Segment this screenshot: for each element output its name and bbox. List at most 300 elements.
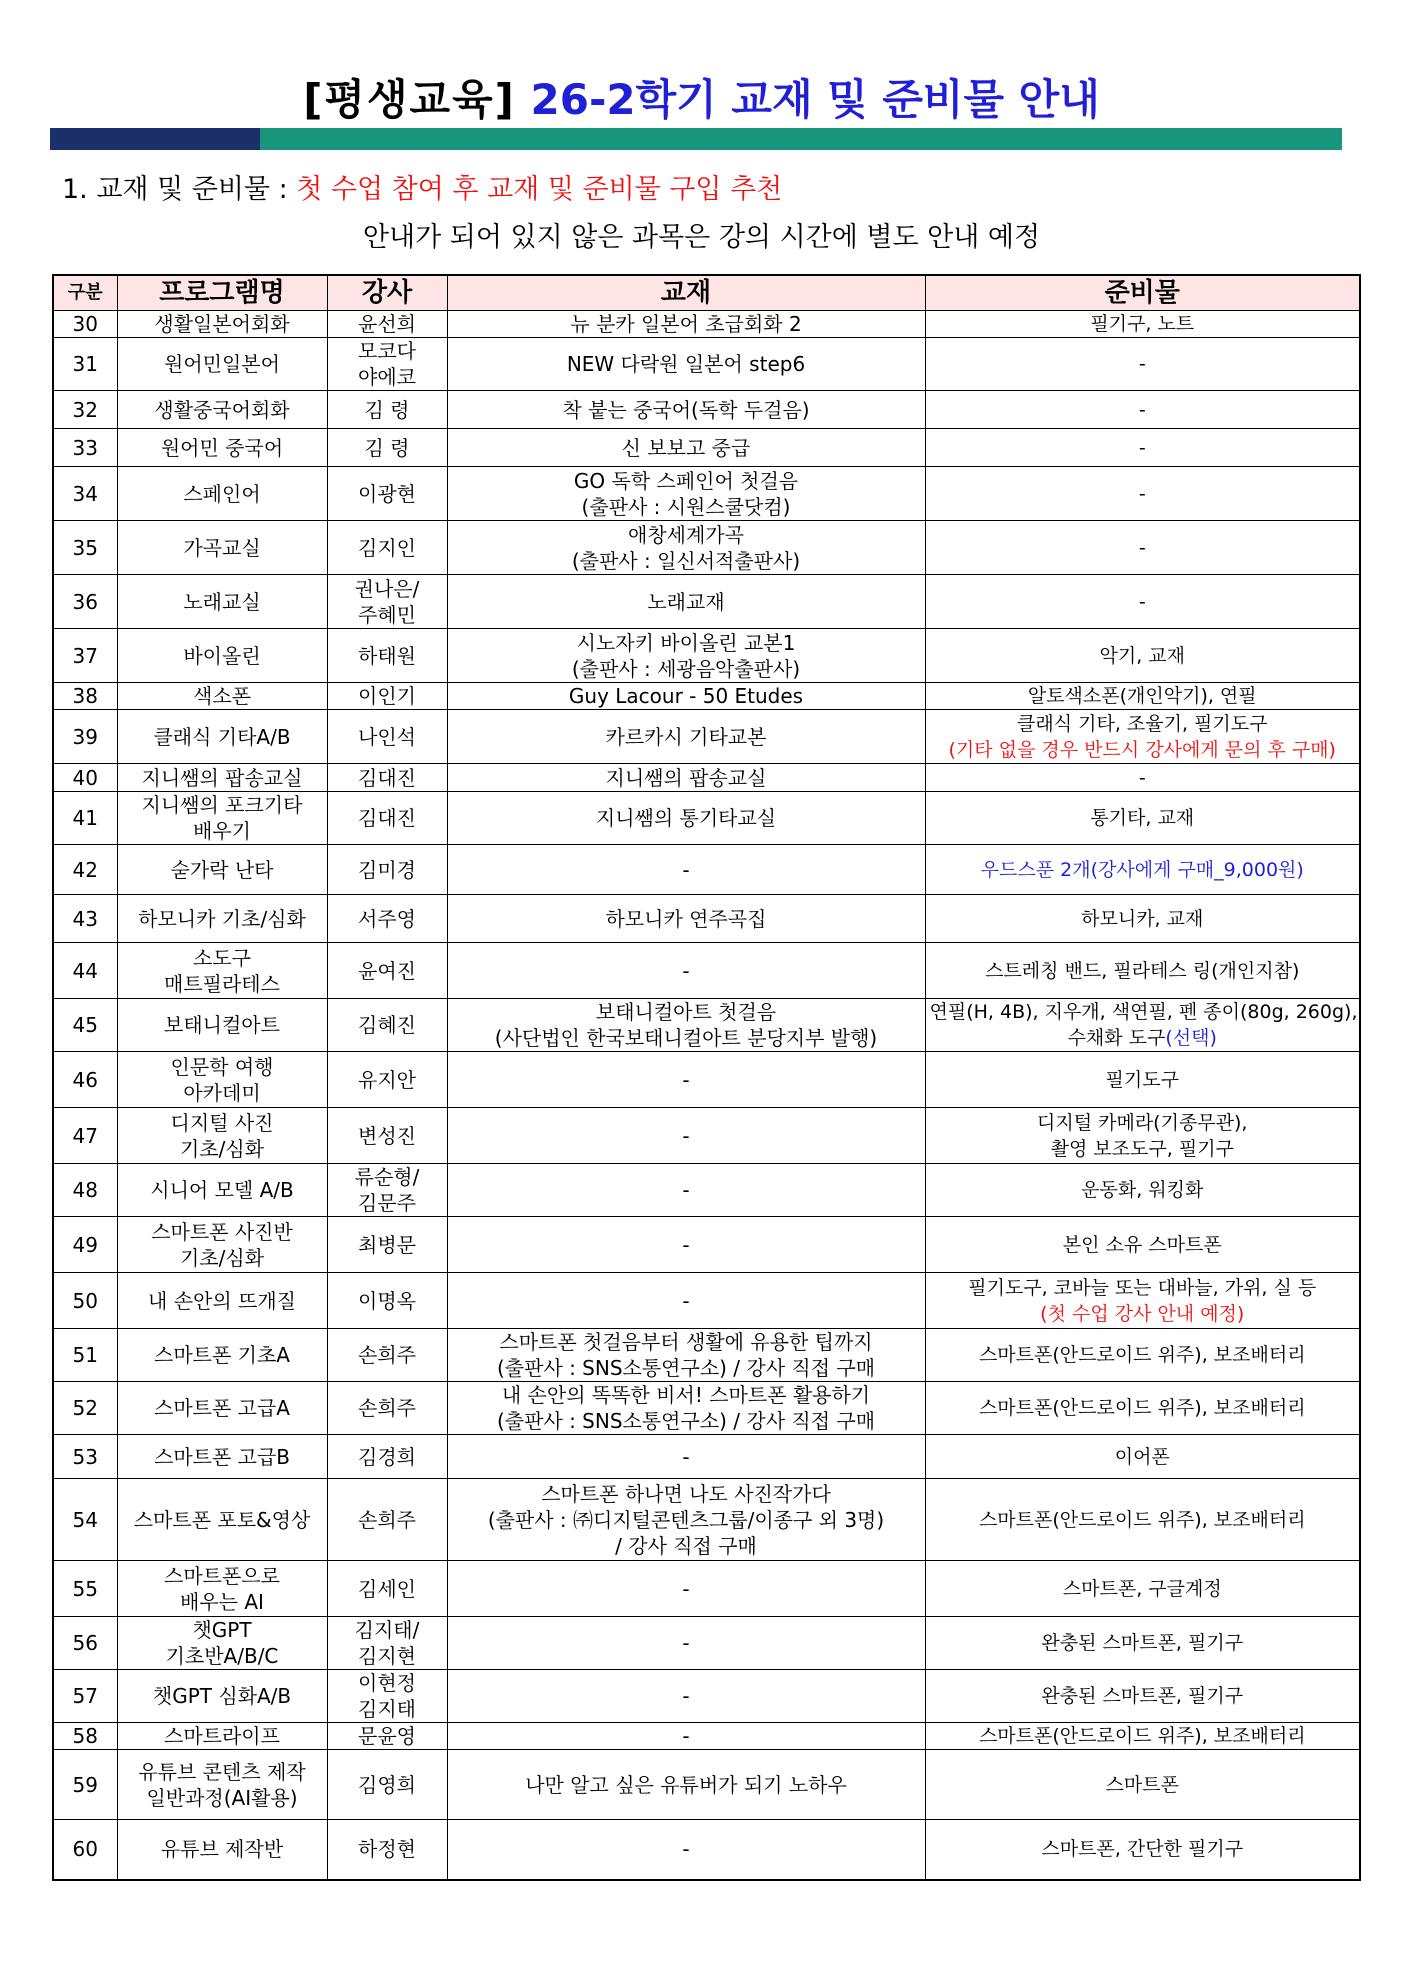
cell-line: 지니쌤의 팝송교실: [605, 765, 767, 790]
cell-line: 하모니카 연주곡집: [605, 906, 767, 931]
materials-line: [930, 311, 1356, 337]
materials-line: [930, 737, 1356, 763]
section-heading-label: 1. 교재 및 준비물 :: [62, 174, 297, 205]
materials-text: 클래식 기타, 조율기, 필기도구: [1017, 712, 1268, 735]
cell-materials: [925, 1820, 1360, 1880]
table-row: [53, 764, 1360, 792]
header-program: 프로그램명: [117, 275, 327, 311]
cell-textbook: [447, 338, 925, 391]
materials-text: 스마트폰: [1105, 1773, 1179, 1796]
cell-textbook: [447, 1273, 925, 1329]
cell-line: (출판사 : 시원스쿨닷컴): [581, 494, 791, 519]
cell-program: [117, 467, 327, 521]
cell-line: 일반과정(AI활용): [146, 1785, 298, 1810]
cell-program: [117, 999, 327, 1052]
cell-line: (출판사 : SNS소통연구소) / 강사 직접 구매: [496, 1409, 876, 1433]
materials-text: 스마트폰(안드로이드 위주), 보조배터리: [978, 1397, 1306, 1419]
table-row: [53, 710, 1360, 764]
cell-program: [117, 311, 327, 338]
materials-text: 스트레칭 밴드, 필라테스 링(개인지참): [985, 959, 1300, 982]
cell-line: -: [682, 1837, 690, 1862]
table-row: [53, 792, 1360, 845]
cell-instructor: [327, 1052, 447, 1108]
materials-line: [930, 683, 1356, 709]
table-row: [53, 683, 1360, 710]
cell-textbook: [447, 1820, 925, 1880]
cell-line: 김지인: [358, 535, 416, 560]
title-prefix: [평생교육]: [303, 75, 516, 124]
cell-program: [117, 1750, 327, 1820]
cell-line: 매트필라테스: [164, 971, 280, 996]
cell-materials: [925, 1217, 1360, 1273]
cell-line: 스마트폰 첫걸음부터 생활에 유용한 팁까지: [499, 1330, 873, 1354]
cell-number: 35: [53, 521, 117, 575]
cell-program: [117, 429, 327, 467]
cell-line: -: [682, 1123, 690, 1148]
cell-materials: [925, 1164, 1360, 1217]
cell-line: 시니어 모델 A/B: [150, 1178, 294, 1202]
cell-instructor: [327, 311, 447, 338]
cell-line: 하정현: [358, 1837, 416, 1862]
table-row: [53, 1820, 1360, 1880]
materials-line: [930, 1683, 1356, 1709]
cell-line: 기초/심화: [179, 1136, 265, 1161]
materials-text: 필기도구, 코바늘 또는 대바늘, 가위, 실 등: [968, 1276, 1317, 1299]
cell-line: 김미경: [358, 857, 416, 882]
cell-instructor: [327, 1329, 447, 1382]
cell-line: 디지털 사진: [170, 1110, 274, 1135]
cell-line: 애창세계가곡: [628, 522, 744, 547]
cell-line: 야에코: [358, 365, 416, 389]
materials-text: 통기타, 교재: [1090, 807, 1195, 829]
materials-line: [930, 481, 1356, 507]
materials-text: 이어폰: [1114, 1445, 1170, 1468]
table-row: [53, 943, 1360, 999]
cell-program: [117, 792, 327, 845]
cell-program: [117, 1217, 327, 1273]
cell-number: 57: [53, 1670, 117, 1723]
cell-number: 53: [53, 1435, 117, 1479]
materials-line: [930, 765, 1356, 791]
materials-line: [930, 999, 1356, 1025]
materials-line: [930, 1630, 1356, 1656]
materials-line: [930, 1342, 1356, 1368]
cell-line: 손희주: [358, 1507, 416, 1532]
materials-line: [930, 1576, 1356, 1602]
cell-line: 인문학 여행: [170, 1054, 274, 1079]
table-row: [53, 521, 1360, 575]
materials-line: [930, 1723, 1356, 1749]
materials-line: [930, 1395, 1356, 1421]
materials-line: [930, 1067, 1356, 1093]
materials-text: 스마트폰(안드로이드 위주), 보조배터리: [978, 1344, 1306, 1366]
materials-line: [930, 1507, 1356, 1533]
cell-instructor: [327, 391, 447, 429]
cell-program: [117, 1108, 327, 1164]
cell-materials: [925, 629, 1360, 683]
materials-line: [930, 1136, 1356, 1162]
table-row: [53, 467, 1360, 521]
cell-line: GO 독학 스페인어 첫걸음: [573, 468, 799, 493]
cell-textbook: [447, 521, 925, 575]
materials-text: 필기도구: [1105, 1068, 1179, 1091]
cell-instructor: [327, 1561, 447, 1617]
cell-line: NEW 다락원 일본어 step6: [566, 352, 806, 376]
cell-line: 김지현: [358, 1644, 416, 1668]
cell-textbook: [447, 943, 925, 999]
cell-materials: [925, 575, 1360, 629]
materials-line: [930, 435, 1356, 461]
section-heading: [62, 170, 782, 210]
materials-text: 스마트폰, 구글계정: [1062, 1577, 1222, 1600]
cell-line: 클래식 기타A/B: [153, 724, 291, 749]
cell-number: 55: [53, 1561, 117, 1617]
table-row: [53, 1435, 1360, 1479]
cell-line: -: [682, 1724, 690, 1748]
table-body: [53, 311, 1360, 1880]
table-row: [53, 391, 1360, 429]
cell-number: 36: [53, 575, 117, 629]
cell-materials: [925, 1670, 1360, 1723]
cell-program: [117, 521, 327, 575]
cell-line: 김경희: [358, 1444, 416, 1469]
cell-line: 노래교실: [183, 589, 261, 614]
cell-program: [117, 1052, 327, 1108]
cell-line: 원어민일본어: [164, 352, 280, 376]
cell-line: 김영희: [358, 1772, 416, 1797]
cell-instructor: [327, 521, 447, 575]
cell-line: 지니쌤의 포크기타: [141, 793, 303, 817]
cell-textbook: [447, 1164, 925, 1217]
cell-program: [117, 710, 327, 764]
materials-text: 촬영 보조도구, 필기구: [1050, 1137, 1234, 1160]
materials-table: [52, 274, 1361, 1881]
cell-line: 스페인어: [183, 481, 261, 506]
cell-line: 스마트폰 기초A: [154, 1343, 290, 1367]
cell-program: [117, 629, 327, 683]
cell-program: [117, 683, 327, 710]
table-row: [53, 429, 1360, 467]
materials-text: -: [1138, 536, 1146, 559]
cell-number: 43: [53, 895, 117, 943]
table-row: [53, 845, 1360, 895]
table-row: [53, 1273, 1360, 1329]
cell-instructor: [327, 338, 447, 391]
cell-number: 51: [53, 1329, 117, 1382]
cell-number: 44: [53, 943, 117, 999]
cell-line: 카르카시 기타교본: [605, 724, 767, 749]
cell-line: -: [682, 1288, 690, 1313]
materials-line: [930, 906, 1356, 932]
cell-program: [117, 845, 327, 895]
cell-textbook: [447, 999, 925, 1052]
materials-text: 스마트폰(안드로이드 위주), 보조배터리: [978, 1725, 1306, 1747]
cell-line: 시노자키 바이올린 교본1: [576, 630, 796, 655]
cell-line: 지니쌤의 통기타교실: [595, 806, 777, 830]
cell-textbook: [447, 629, 925, 683]
cell-line: 스마트폰 고급A: [154, 1396, 290, 1420]
cell-line: 김지태: [358, 1697, 416, 1721]
table-row: [53, 338, 1360, 391]
cell-number: 37: [53, 629, 117, 683]
cell-number: 41: [53, 792, 117, 845]
cell-instructor: [327, 629, 447, 683]
cell-line: 서주영: [358, 906, 416, 931]
cell-materials: [925, 1750, 1360, 1820]
table-row: [53, 1382, 1360, 1435]
cell-number: 48: [53, 1164, 117, 1217]
cell-textbook: [447, 1217, 925, 1273]
section-subnote: 안내가 되어 있지 않은 과목은 강의 시간에 별도 안내 예정: [362, 222, 1041, 253]
cell-materials: [925, 1382, 1360, 1435]
cell-number: 42: [53, 845, 117, 895]
cell-textbook: [447, 1723, 925, 1750]
cell-instructor: [327, 943, 447, 999]
cell-line: 스마트폰 하나면 나도 사진작가다: [541, 1481, 831, 1506]
cell-number: 39: [53, 710, 117, 764]
cell-textbook: [447, 1435, 925, 1479]
table-row: [53, 629, 1360, 683]
cell-line: -: [682, 1178, 690, 1202]
cell-materials: [925, 311, 1360, 338]
table-row: [53, 311, 1360, 338]
table-row: [53, 1164, 1360, 1217]
cell-instructor: [327, 1670, 447, 1723]
materials-line: [930, 1301, 1356, 1327]
cell-line: 나만 알고 싶은 유튜버가 되기 노하우: [525, 1772, 847, 1797]
cell-line: 문윤영: [358, 1724, 416, 1748]
cell-line: (출판사 : SNS소통연구소) / 강사 직접 구매: [496, 1356, 876, 1380]
cell-line: 하모니카 기초/심화: [138, 906, 306, 931]
cell-textbook: [447, 1479, 925, 1561]
cell-line: -: [682, 1576, 690, 1601]
cell-line: 아카데미: [183, 1080, 261, 1105]
cell-materials: [925, 467, 1360, 521]
cell-line: -: [682, 1631, 690, 1655]
materials-line: [930, 1232, 1356, 1258]
cell-instructor: [327, 1750, 447, 1820]
cell-number: 54: [53, 1479, 117, 1561]
cell-materials: [925, 845, 1360, 895]
materials-text: 우드스푼 2개(강사에게 구매_9,000원): [980, 858, 1304, 881]
cell-line: (출판사 : 일신서적출판사): [571, 548, 801, 573]
cell-textbook: [447, 1750, 925, 1820]
section-heading-emphasis: 첫 수업 참여 후 교재 및 준비물 구입 추천: [296, 174, 783, 205]
cell-program: [117, 1670, 327, 1723]
cell-textbook: [447, 391, 925, 429]
cell-number: 33: [53, 429, 117, 467]
title-underline-teal: [260, 128, 1342, 150]
cell-line: 챗GPT: [192, 1618, 252, 1642]
cell-materials: [925, 792, 1360, 845]
cell-instructor: [327, 1382, 447, 1435]
materials-text: 운동화, 워킹화: [1081, 1179, 1204, 1201]
cell-program: [117, 1435, 327, 1479]
materials-text: -: [1138, 398, 1146, 421]
cell-number: 56: [53, 1617, 117, 1670]
title-underline-navy: [50, 128, 260, 150]
cell-instructor: [327, 764, 447, 792]
cell-materials: [925, 1329, 1360, 1382]
cell-materials: [925, 1108, 1360, 1164]
cell-materials: [925, 764, 1360, 792]
cell-number: 46: [53, 1052, 117, 1108]
cell-instructor: [327, 792, 447, 845]
cell-line: 원어민 중국어: [160, 435, 284, 460]
materials-line: [930, 1444, 1356, 1470]
cell-textbook: [447, 311, 925, 338]
materials-text: (기타 없을 경우 반드시 강사에게 문의 후 구매): [948, 738, 1336, 761]
cell-line: 내 손안의 뜨개질: [148, 1288, 296, 1313]
title-main: 26-2학기 교재 및 준비물 안내: [530, 75, 1100, 124]
cell-number: 58: [53, 1723, 117, 1750]
cell-textbook: [447, 710, 925, 764]
materials-line: [930, 805, 1356, 831]
cell-materials: [925, 1723, 1360, 1750]
cell-line: 이광현: [358, 481, 416, 506]
cell-instructor: [327, 999, 447, 1052]
table-row: [53, 1329, 1360, 1382]
cell-line: 스마트폰 사진반: [151, 1219, 293, 1244]
table-row: [53, 575, 1360, 629]
cell-program: [117, 1164, 327, 1217]
cell-instructor: [327, 1273, 447, 1329]
cell-line: Guy Lacour - 50 Etudes: [568, 684, 804, 708]
cell-instructor: [327, 1108, 447, 1164]
cell-line: 보태니컬아트 첫걸음: [595, 1000, 777, 1024]
cell-number: 31: [53, 338, 117, 391]
materials-text: (첫 수업 강사 안내 예정): [1040, 1302, 1245, 1325]
cell-line: 유튜브 콘텐츠 제작: [138, 1759, 306, 1784]
cell-line: 생활중국어회화: [154, 397, 290, 422]
table-row: [53, 1217, 1360, 1273]
header-materials: 준비물: [925, 275, 1360, 311]
cell-textbook: [447, 429, 925, 467]
cell-number: 47: [53, 1108, 117, 1164]
materials-text: -: [1138, 436, 1146, 459]
cell-instructor: [327, 1820, 447, 1880]
cell-textbook: [447, 1108, 925, 1164]
cell-textbook: [447, 792, 925, 845]
cell-line: 하태원: [358, 643, 416, 668]
cell-line: 배우는 AI: [180, 1589, 264, 1614]
cell-instructor: [327, 429, 447, 467]
cell-number: 45: [53, 999, 117, 1052]
cell-program: [117, 1273, 327, 1329]
cell-line: 김 령: [364, 435, 410, 460]
cell-line: 이현정: [358, 1671, 416, 1695]
materials-text: 필기구, 노트: [1090, 313, 1195, 335]
cell-program: [117, 1479, 327, 1561]
cell-line: 보태니컬아트: [164, 1013, 280, 1037]
table-row: [53, 1723, 1360, 1750]
cell-line: 권나은/: [354, 576, 420, 601]
cell-number: 60: [53, 1820, 117, 1880]
cell-textbook: [447, 845, 925, 895]
table-row: [53, 1670, 1360, 1723]
materials-text: -: [1138, 353, 1146, 375]
page-title: [0, 70, 1403, 130]
cell-line: 김지태/: [354, 1618, 420, 1642]
cell-line: 스마트폰 포토&영상: [133, 1507, 311, 1532]
cell-line: 내 손안의 똑똑한 비서! 스마트폰 활용하기: [501, 1383, 871, 1407]
cell-textbook: [447, 1382, 925, 1435]
cell-line: 김 령: [364, 397, 410, 422]
cell-program: [117, 1723, 327, 1750]
cell-instructor: [327, 1617, 447, 1670]
table-row: [53, 1108, 1360, 1164]
cell-materials: [925, 1479, 1360, 1561]
cell-program: [117, 391, 327, 429]
cell-program: [117, 1329, 327, 1382]
cell-line: 류순형/: [354, 1165, 420, 1189]
cell-line: 모코다: [358, 339, 416, 363]
cell-instructor: [327, 575, 447, 629]
cell-line: 윤선희: [358, 312, 416, 336]
cell-instructor: [327, 845, 447, 895]
cell-program: [117, 1820, 327, 1880]
materials-text: 본인 소유 스마트폰: [1062, 1233, 1222, 1256]
header-instructor: 강사: [327, 275, 447, 311]
cell-line: (사단법인 한국보태니컬아트 분당지부 발행): [494, 1026, 878, 1050]
materials-text: 완충된 스마트폰, 필기구: [1041, 1685, 1244, 1707]
cell-line: 김문주: [358, 1191, 416, 1215]
cell-program: [117, 943, 327, 999]
cell-textbook: [447, 1329, 925, 1382]
cell-materials: [925, 1617, 1360, 1670]
cell-line: 배우기: [193, 819, 251, 843]
materials-text: 완충된 스마트폰, 필기구: [1041, 1632, 1244, 1654]
cell-materials: [925, 999, 1360, 1052]
materials-text: 디지털 카메라(기종무관),: [1037, 1111, 1248, 1134]
materials-line: [930, 351, 1356, 377]
cell-textbook: [447, 683, 925, 710]
cell-program: [117, 575, 327, 629]
cell-line: 지니쌤의 팝송교실: [141, 765, 303, 790]
materials-line: [930, 1025, 1356, 1051]
materials-text: 하모니카, 교재: [1081, 907, 1204, 930]
header-textbook: 교재: [447, 275, 925, 311]
table-row: [53, 1052, 1360, 1108]
cell-textbook: [447, 575, 925, 629]
cell-number: 49: [53, 1217, 117, 1273]
materials-text: 알토색소폰(개인악기), 연필: [1027, 685, 1257, 707]
cell-line: -: [682, 1232, 690, 1257]
table-row: [53, 1561, 1360, 1617]
cell-line: 바이올린: [183, 643, 261, 668]
cell-line: (출판사 : 세광음악출판사): [571, 656, 801, 681]
materials-line: [930, 535, 1356, 561]
cell-textbook: [447, 1052, 925, 1108]
cell-line: 김혜진: [358, 1013, 416, 1037]
materials-text: 스마트폰(안드로이드 위주), 보조배터리: [978, 1508, 1306, 1531]
cell-instructor: [327, 895, 447, 943]
cell-program: [117, 895, 327, 943]
cell-line: 뉴 분카 일본어 초급회화 2: [570, 312, 802, 336]
header-number: 구분: [53, 275, 117, 311]
cell-number: 40: [53, 764, 117, 792]
cell-line: 손희주: [358, 1343, 416, 1367]
cell-line: 기초/심화: [179, 1245, 265, 1270]
cell-instructor: [327, 683, 447, 710]
materials-line: [930, 397, 1356, 423]
cell-line: 김대진: [358, 765, 416, 790]
cell-program: [117, 1561, 327, 1617]
cell-materials: [925, 710, 1360, 764]
table-row: [53, 895, 1360, 943]
materials-text: -: [1138, 766, 1146, 789]
cell-line: (출판사 : ㈜디지털콘텐츠그룹/이종구 외 3명): [487, 1507, 885, 1532]
